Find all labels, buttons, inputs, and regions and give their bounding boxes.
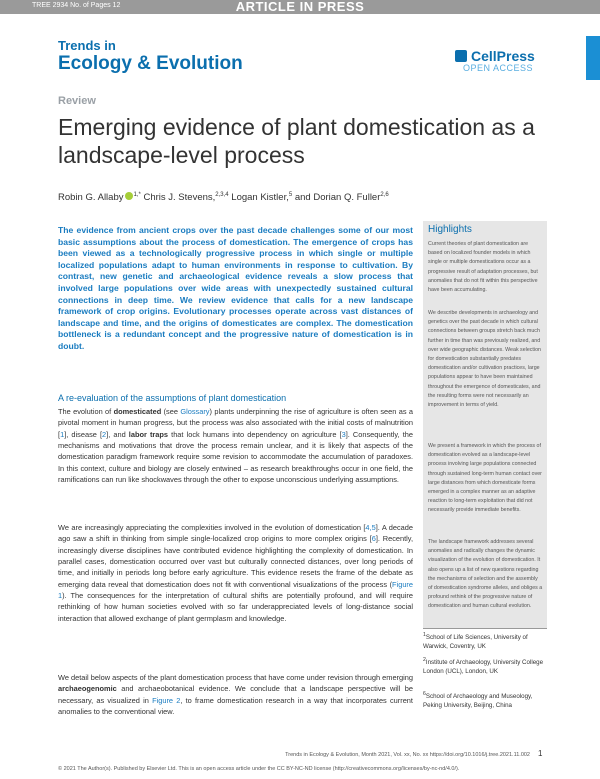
glossary-term[interactable]: domesticated (113, 407, 162, 416)
reference-link[interactable]: 2 (102, 429, 107, 439)
license-footer[interactable]: © 2021 The Author(s). Published by Elsevier Ltd. This is an open access article under the CC BY-NC-ND license (http://creativecommons.org/licenses/by-nc-nd/4.0/). (58, 766, 460, 772)
publisher-name: CellPress (471, 48, 535, 64)
citation-footer[interactable]: Trends in Ecology & Evolution, Month 2021, Vol. xx, No. xx https://doi.org/10.1016/j.tree.2021.11.002 (285, 752, 530, 758)
affiliation-item: $^6$School of Archaeology and Museology, Peking University, Beijing, China (423, 691, 533, 709)
author-affiliation-sup: 2,3,4 (215, 192, 229, 198)
author-name[interactable]: Logan Kistler, (231, 192, 289, 204)
author-affiliation-sup: 5 (288, 192, 293, 198)
author-name[interactable]: Robin G. Allaby (58, 192, 124, 204)
highlight-item: We present a framework in which the process of domestication evolved as a landscape-level process involving large populations connected through sustained long-term human contact over large distances from which domesticate forms emerged in a complex manner as an adaptive reaction to long-term exploitation that did not necessarily provide immediate benefits. (428, 443, 542, 514)
page-number: 1 (538, 749, 543, 758)
highlight-item: Current theories of plant domestication are based on localized founder models in which single or multiple domestications occur as a progressive result of adaptation processes, but anomalies that do not fit within this perspective have been accumulating. (428, 241, 538, 294)
reference-link[interactable]: 4,5 (365, 523, 376, 532)
journal-name-line2: Ecology & Evolution (58, 53, 243, 74)
affiliation-item: $^1$School of Life Sciences, University of Warwick, Coventry, UK (423, 632, 528, 650)
reference-link[interactable]: 6 (371, 534, 376, 544)
article-in-press-banner: ARTICLE IN PRESS (235, 0, 365, 14)
abstract: The evidence from ancient crops over the past decade challenges some of our most basic assumptions about the process of domestication. The emergence of crops has been viewed as a technologically progressive process in which single or multiple localized populations adapt to human environments in response to cultivation. By contrast, new genetic and archaeological evidence reveals a slow process that involved large populations over wide areas with unexpectedly sustained cultural connections in deep time. We review evidence that calls for a new landscape framework of crop origins. Evolutionary processes operate across vast distances of landscape and time, and the origins of domesticates are complex. The domestication bottleneck is a redundant concept and the progressive nature of domestication is in doubt. (58, 225, 413, 351)
affiliation-item: $^2$Institute of Archaeology, University College London (UCL), London, UK (423, 657, 544, 675)
highlights-title: Highlights (428, 224, 472, 235)
author-name[interactable]: and Dorian Q. Fuller (294, 192, 381, 204)
body-paragraph-2: We are increasingly appreciating the complexities involved in the evolution of domestication [4,5]. A decade ago saw a shift in thinking from simple single-localized crop origins to more complex origins [6]. Recently, increasingly diverse disciplines have contributed evidence highlighting the complexity of domestication. In parallel cases, domestication occurred over vast but culturally connected distances, over long periods of time, and initially in periods long before early agriculture. This evidence resets the frame of the debate as emerging data reveal that domestication does not fit with conventional visualizations of the process (Figure 1). The consequences for the interpretation of cultural shifts are potentially profound, and will require rethinking of how human societies evolved with so far underappreciated levels of long-distance social interaction that allowed exchange of plant germplasm and knowledge. (58, 523, 414, 623)
section-heading: A re-evaluation of the assumptions of plant domestication (58, 393, 287, 403)
affiliation-divider (423, 628, 547, 629)
glossary-link[interactable]: Glossary (180, 407, 210, 416)
journal-name-line1: Trends in (58, 38, 116, 53)
body-paragraph-3: We detail below aspects of the plant domestication process that have come under revision through emerging archaeogenomic and archaeobotanical evidence. We conclude that a landscape perspective will be necessary, as visualized in Figure 2, to frame domestication research in a way that incorporates current anomalies to the conventional view. (58, 673, 413, 717)
author-name[interactable]: Chris J. Stevens, (143, 192, 216, 204)
article-header-bar (0, 0, 600, 14)
figure-link[interactable]: Figure 2 (152, 695, 181, 705)
author-affiliation-sup: 2,6 (380, 192, 389, 198)
reference-link[interactable]: 3 (341, 429, 346, 439)
figure-link[interactable]: Figure 1 (58, 579, 413, 601)
author-list (58, 192, 389, 203)
highlight-item: We describe developments in archaeology and genetics over the past decade in which cultural connections between groups stretch back much further in time than was previously realized, and over wide geographic distances. Weak selection for domestication substantially predates domestication and/or cultivation practices, large populations appear to have been maintained throughout the emergence of domesticates, and the resulting forms were not necessarily an improvement in terms of yield. (428, 310, 541, 409)
open-access-label: OPEN ACCESS (463, 63, 534, 73)
article-title: Emerging evidence of plant domestication as a landscape-level process (58, 114, 535, 168)
cellpress-logo[interactable] (455, 48, 535, 64)
reference-link[interactable]: 1 (60, 429, 65, 439)
cellpress-icon (455, 50, 467, 62)
highlight-item: The landscape framework addresses several anomalies and radically changes the dynamic visualization of the evolution of domestication. It also opens up a list of new questions regarding the mechanisms of selection and the assembly of domestication syndrome alleles, and obliges a profound rethink of the progressive nature of domestication and human cultural evolution. (428, 539, 543, 610)
body-paragraph-1: The evolution of domesticated (see Glossary) plants underpinning the rise of agriculture is often seen as a pivotal moment in human progress, but the process was also associated with the initial costs of malnutrition [1], disease [2], and labor traps that lock humans into dependency on agriculture [3]. Consequently, the mechanisms and motivations that drove the process remain unclear, and it is likely that aspects of the domestication paradigm framework require some revision to accommodate the accumulation of paradoxes. In this context, culture and biology are closely entwined – as research breakthroughs occur in one field, the ramifications can run like shockwaves through the other to expose unconscious underlying assumptions. (58, 407, 413, 485)
glossary-term[interactable]: labor traps (128, 429, 169, 439)
article-type: Review (58, 95, 96, 107)
author-affiliation-sup: 1,* (133, 192, 141, 198)
manuscript-meta: TREE 2934 No. of Pages 12 (32, 2, 121, 9)
side-tab (586, 36, 600, 80)
glossary-term[interactable]: archaeogenomic (58, 684, 117, 694)
